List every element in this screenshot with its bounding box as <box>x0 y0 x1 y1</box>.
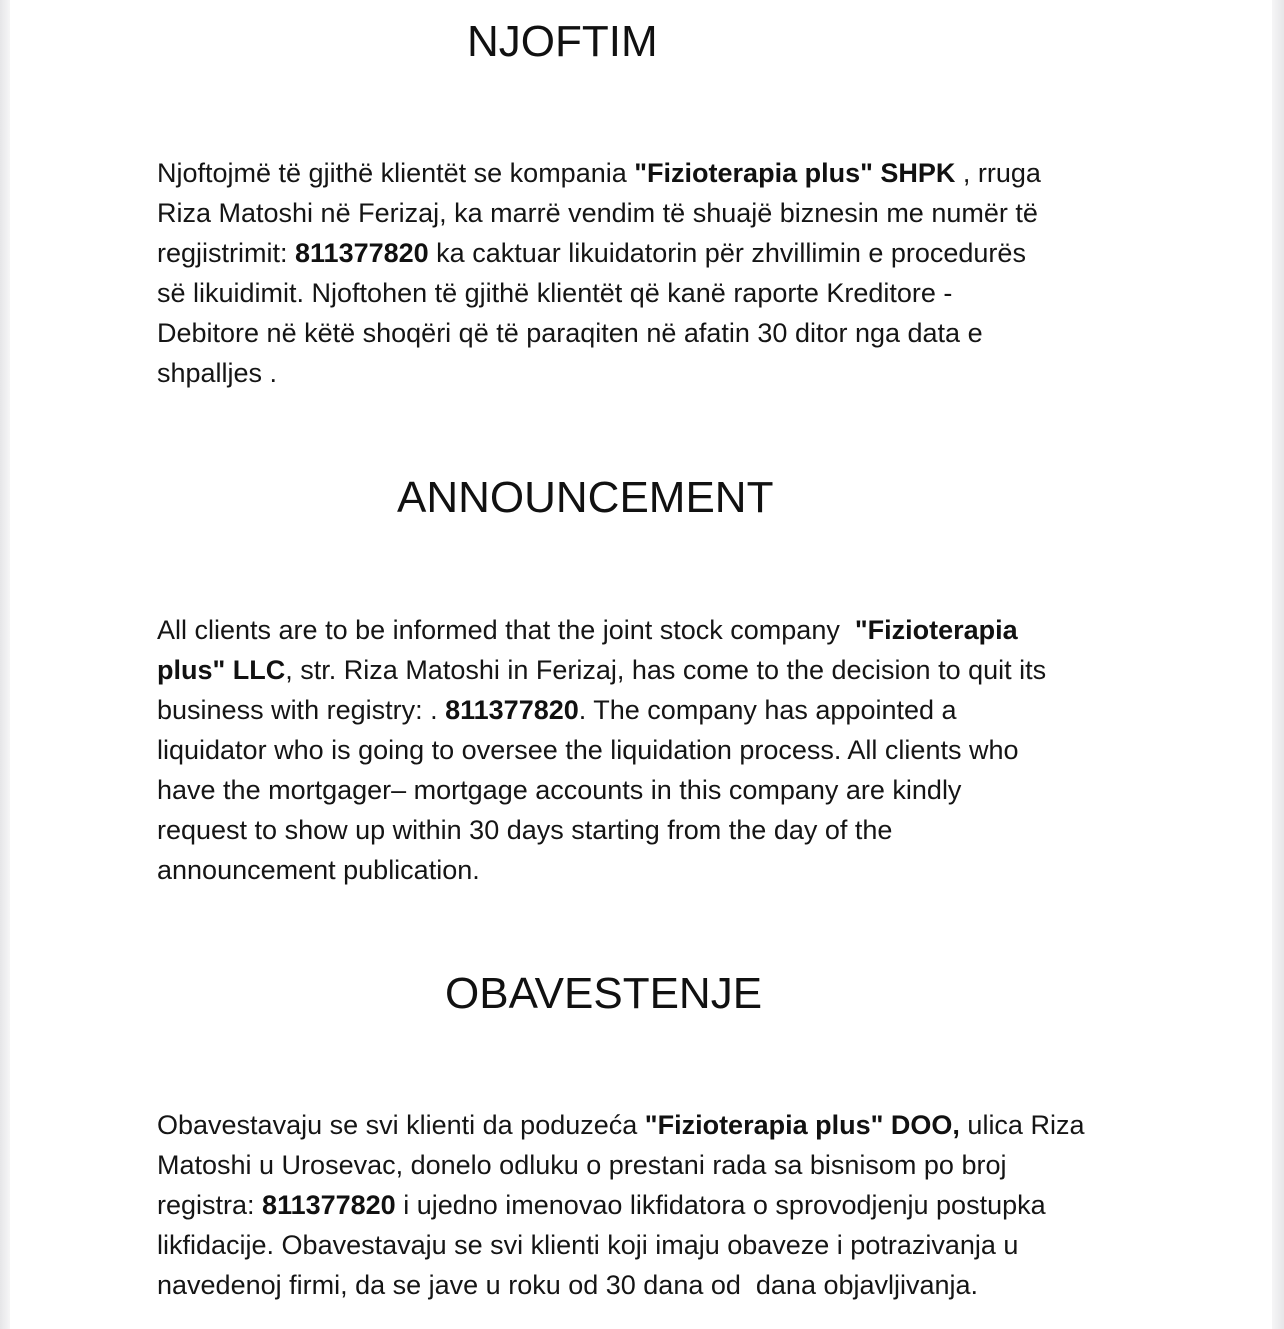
paragraph-line <box>157 730 1147 770</box>
page-edge-right <box>1272 0 1284 1329</box>
bold-text-run: "Fizioterapia plus" DOO, <box>644 1110 960 1140</box>
paragraph-line <box>157 810 1147 850</box>
text-run: All clients are to be informed that the joint stock company <box>157 615 855 645</box>
text-run: Debitore në këtë shoqëri që të paraqiten në afatin 30 ditor nga data e <box>157 318 983 348</box>
section-title-albanian: NJOFTIM <box>467 17 658 66</box>
text-run: navedenoj firmi, da se jave u roku od 30 dana od dana objavljivanja. <box>157 1270 979 1300</box>
page-edge-left <box>0 0 10 1329</box>
notice-paragraph-albanian <box>157 153 1147 393</box>
text-run: Matoshi u Urosevac, donelo odluku o prestani rada sa bisnisom po broj <box>157 1150 1007 1180</box>
paragraph-line <box>157 610 1147 650</box>
text-run: Njoftojmë të gjithë klientët se kompania <box>157 158 635 188</box>
paragraph-line <box>157 690 1147 730</box>
paragraph-line <box>157 850 1147 890</box>
text-run: have the mortgager– mortgage accounts in this company are kindly <box>157 775 962 805</box>
text-run: liquidator who is going to oversee the liquidation process. All clients who <box>157 735 1019 765</box>
paragraph-line <box>157 273 1147 313</box>
bold-text-run: 811377820 <box>262 1190 396 1220</box>
paragraph-line <box>157 770 1147 810</box>
paragraph-line <box>157 1105 1147 1145</box>
text-run: ka caktuar likuidatorin për zhvillimin e procedurës <box>428 238 1026 268</box>
paragraph-line <box>157 193 1147 233</box>
paragraph-line <box>157 1185 1147 1225</box>
bold-text-run: plus" LLC <box>157 655 286 685</box>
text-run: , str. Riza Matoshi in Ferizaj, has come to the decision to quit its <box>285 655 1047 685</box>
bold-text-run: 811377820 <box>445 695 579 725</box>
text-run: së likuidimit. Njoftohen të gjithë klientët që kanë raporte Kreditore - <box>157 278 953 308</box>
paragraph-line <box>157 1225 1147 1265</box>
document-page <box>10 0 1272 1329</box>
paragraph-line <box>157 313 1147 353</box>
text-run: . The company has appointed a <box>578 695 957 725</box>
notice-paragraph-english <box>157 610 1147 890</box>
text-run: likfidacije. Obavestavaju se svi klienti koji imaju obaveze i potrazivanja u <box>157 1230 1019 1260</box>
text-run: regjistrimit: <box>157 238 296 268</box>
notice-paragraph-serbian <box>157 1105 1147 1305</box>
text-run: registra: <box>157 1190 263 1220</box>
text-run: announcement publication. <box>157 855 480 885</box>
text-run: i ujedno imenovao likfidatora o sprovodjenju postupka <box>395 1190 1046 1220</box>
paragraph-line <box>157 233 1147 273</box>
bold-text-run: "Fizioterapia plus" SHPK <box>634 158 956 188</box>
text-run: shpalljes . <box>157 358 278 388</box>
paragraph-line <box>157 353 1147 393</box>
text-run: business with registry: . <box>157 695 446 725</box>
bold-text-run: "Fizioterapia <box>854 615 1018 645</box>
text-run: Obavestavaju se svi klienti da poduzeća <box>157 1110 645 1140</box>
text-run: ulica Riza <box>959 1110 1085 1140</box>
bold-text-run: 811377820 <box>295 238 429 268</box>
paragraph-line <box>157 153 1147 193</box>
text-run: Riza Matoshi në Ferizaj, ka marrë vendim të shuajë biznesin me numër të <box>157 198 1038 228</box>
section-title-english: ANNOUNCEMENT <box>397 473 774 522</box>
paragraph-line <box>157 1265 1147 1305</box>
text-run: request to show up within 30 days starting from the day of the <box>157 815 893 845</box>
text-run: , rruga <box>955 158 1041 188</box>
paragraph-line <box>157 650 1147 690</box>
section-title-serbian: OBAVESTENJE <box>445 969 763 1018</box>
paragraph-line <box>157 1145 1147 1185</box>
